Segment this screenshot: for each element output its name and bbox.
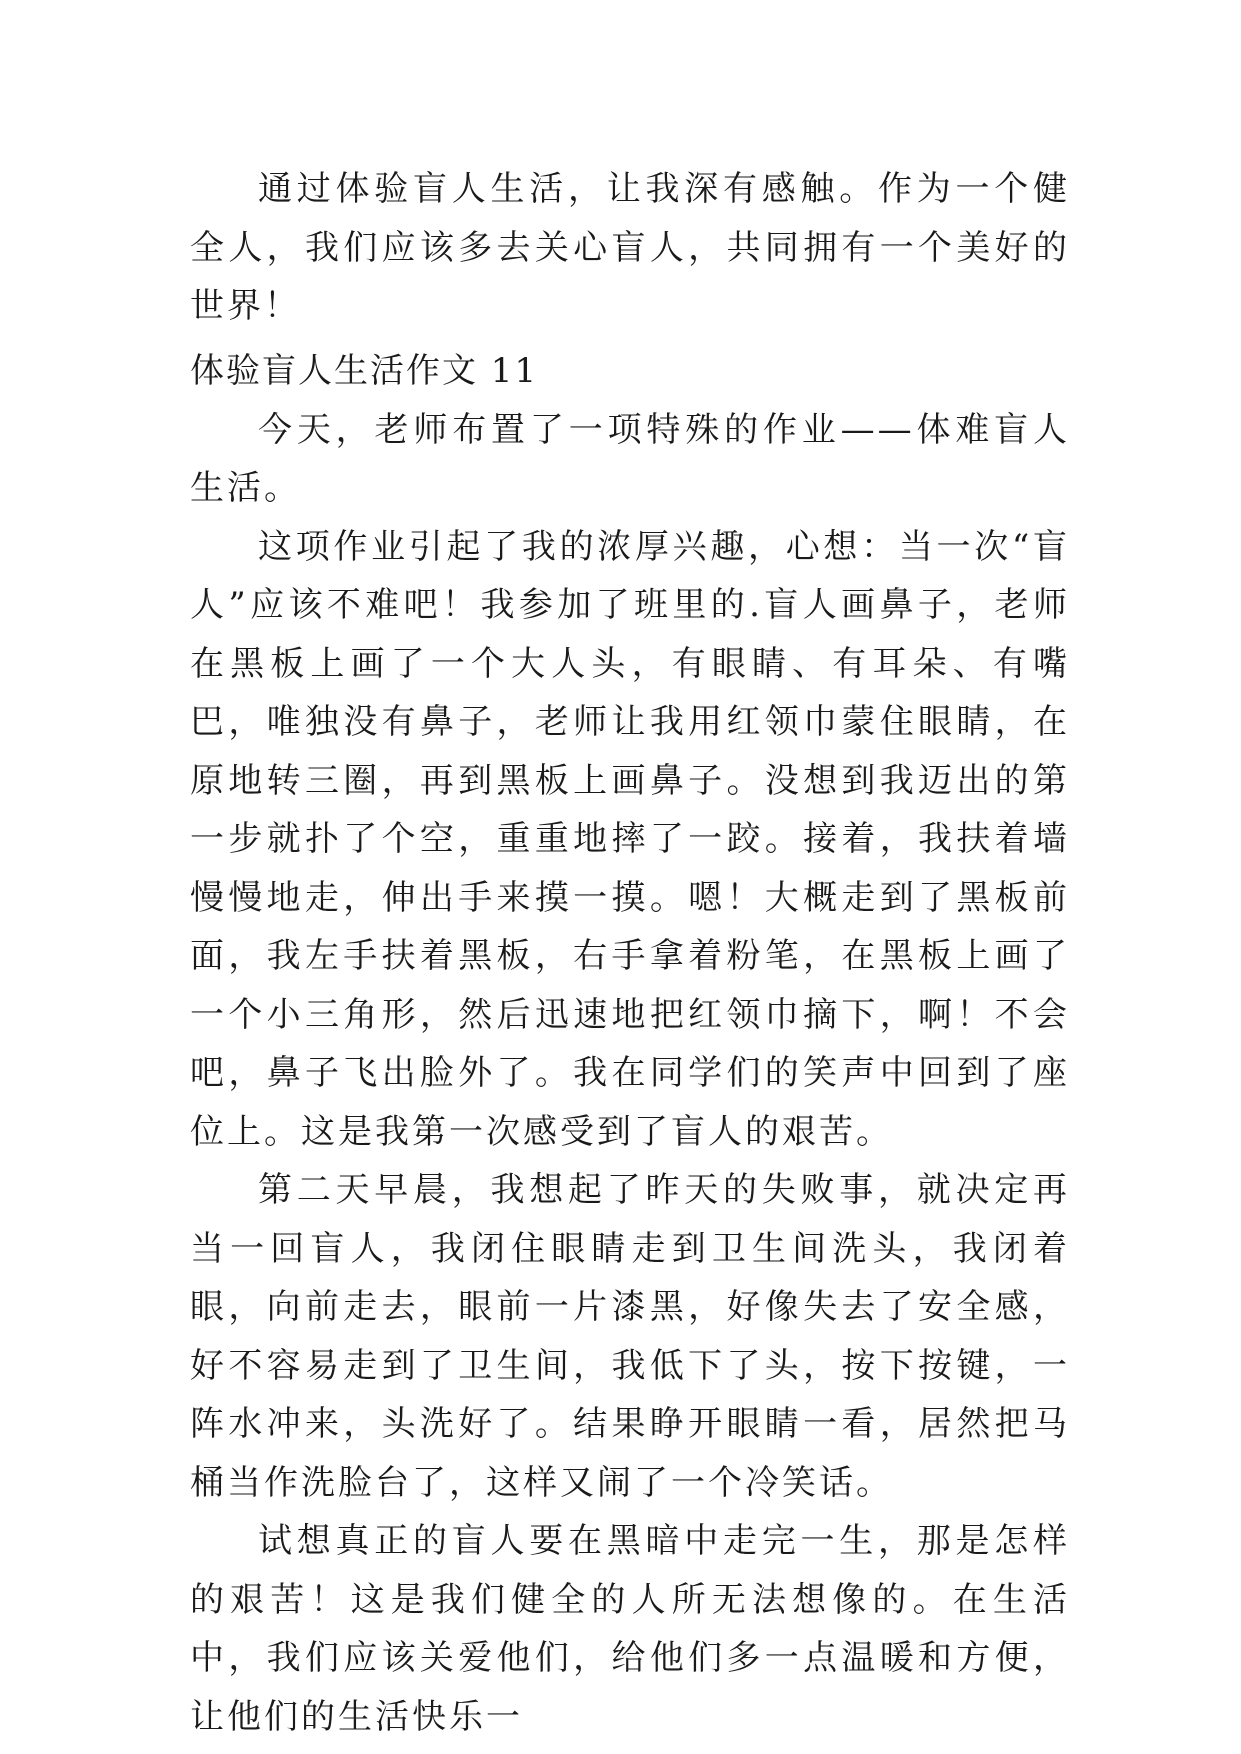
- section-heading: 体验盲人生活作文 11: [190, 351, 539, 391]
- body-paragraph: 今天，老师布置了一项特殊的作业——体难盲人生活。: [190, 409, 1070, 508]
- body-paragraph: 试想真正的盲人要在黑暗中走完一生，那是怎样的艰苦！这是我们健全的人所无法想像的。在生活中，我们应该关爱他们，给他们多一点温暖和方便，让他们的生活快乐一: [190, 1521, 1070, 1737]
- body-paragraph: 第二天早晨，我想起了昨天的失败事，就决定再当一回盲人，我闭住眼睛走到卫生间洗头，我闭着眼，向前走去，眼前一片漆黑，好像失去了安全感，好不容易走到了卫生间，我低下了头，按下按键，一阵水冲来，头洗好了。结果睁开眼睛一看，居然把马桶当作洗脸台了，这样又闹了一个冷笑话。: [190, 1170, 1070, 1503]
- body-paragraph: 通过体验盲人生活，让我深有感触。作为一个健全人，我们应该多去关心盲人，共同拥有一个美好的世界！: [190, 169, 1070, 326]
- previous-essay-ending: [190, 160, 1070, 336]
- body-paragraph: 这项作业引起了我的浓厚兴趣，心想：当一次“盲人”应该不难吧！我参加了班里的.盲人画鼻子，老师在黑板上画了一个大人头，有眼睛、有耳朵、有嘴巴，唯独没有鼻子，老师让我用红领巾蒙住眼睛，在原地转三圈，再到黑板上画鼻子。没想到我迈出的第一步就扑了个空，重重地摔了一跤。接着，我扶着墙慢慢地走，伸出手来摸一摸。嗯！大概走到了黑板前面，我左手扶着黑板，右手拿着粉笔，在黑板上画了一个小三角形，然后迅速地把红领巾摘下，啊！不会吧，鼻子飞出脸外了。我在同学们的笑声中回到了座位上。这是我第一次感受到了盲人的艰苦。: [190, 526, 1070, 1152]
- essay-section: [190, 342, 1070, 1746]
